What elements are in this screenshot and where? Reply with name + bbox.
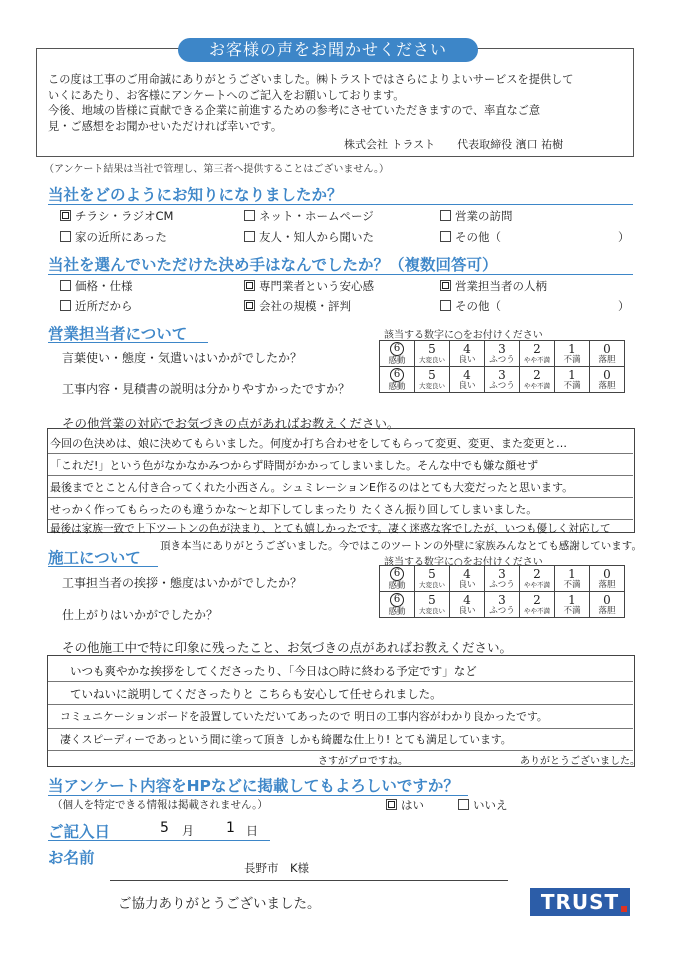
rating-number: 2 (533, 566, 541, 581)
publish-yes[interactable] (386, 797, 424, 813)
comment-rule (48, 704, 633, 705)
comment-rule (48, 453, 633, 454)
rating-row (380, 566, 625, 592)
option-label: 会社の規模・評判 (259, 299, 351, 313)
rating-cell[interactable] (415, 566, 450, 592)
rating-label: 良い (458, 605, 476, 616)
trust-logo: TRUST (530, 888, 630, 916)
rating-label: 落胆 (598, 579, 616, 590)
publish-no-checkbox[interactable] (458, 799, 469, 810)
rating-cell[interactable] (380, 367, 415, 393)
rating-label: ふつう (489, 579, 515, 590)
q1-option-nearby[interactable] (60, 229, 167, 245)
rating-cell[interactable] (555, 341, 590, 367)
rating-label: 大変良い (419, 381, 445, 390)
rating-cell[interactable] (590, 592, 625, 618)
rating-number: 5 (428, 341, 436, 356)
comment-rule (48, 497, 633, 498)
rating-label: 落胆 (598, 605, 616, 616)
rating-cell[interactable] (415, 592, 450, 618)
privacy-notice: （アンケート結果は当社で管理し、第三者へ提供することはございません。） (44, 164, 389, 175)
q1-checkbox[interactable] (244, 210, 255, 221)
rating-number: 3 (498, 592, 506, 607)
rating-number (380, 367, 414, 382)
rating-label: やや不満 (524, 606, 550, 615)
rating-cell[interactable] (555, 566, 590, 592)
q1-checkbox[interactable] (440, 231, 451, 242)
rating-number: 4 (463, 592, 471, 607)
rating-number: 5 (428, 367, 436, 382)
rating-cell[interactable] (380, 566, 415, 592)
rating-number: 2 (533, 367, 541, 382)
rating-cell[interactable] (415, 341, 450, 367)
intro-line: いくにあたり、お客様にアンケートへのご記入をお願いしております。 (48, 88, 405, 102)
q2-checkbox[interactable] (60, 300, 71, 311)
rating-number: 0 (603, 341, 611, 356)
option-label: はい (401, 798, 424, 812)
q2-option-specialist[interactable] (244, 278, 374, 294)
rating-row (380, 341, 625, 367)
sales-comment-line: 頂き本当にありがとうございました。今ではこのツートンの外壁に家族みんなとても感謝しています。 (160, 540, 642, 552)
rating-cell[interactable] (555, 592, 590, 618)
option-label: 営業の訪問 (455, 209, 513, 223)
construction-comment-tail: ありがとうございました。 (520, 756, 640, 767)
closing-message: ご協力ありがとうございました。 (118, 896, 321, 912)
rating-cell[interactable] (380, 592, 415, 618)
publish-no[interactable] (458, 797, 508, 813)
construction-comment-line: ていねいに説明してくださったりと こちらも安心して任せられました。 (70, 687, 442, 701)
intro-line: 今後、地域の皆様に貢献できる企業に前進するための参考にさせていただきますので、率直なご意 (48, 104, 541, 117)
rating-label: 大変良い (419, 580, 445, 589)
rating-label: 感動 (388, 607, 406, 617)
rating-label: 不満 (563, 579, 581, 590)
rating-number: 0 (603, 566, 611, 581)
intro-text (48, 72, 626, 134)
rating-number: 5 (428, 592, 436, 607)
rating-label: 良い (458, 579, 476, 590)
publish-yes-checkbox[interactable] (386, 799, 397, 810)
date-day-value[interactable]: 1 (226, 820, 235, 836)
rating-number: 4 (463, 341, 471, 356)
rating-cell[interactable] (450, 341, 485, 367)
rating-number: 4 (463, 566, 471, 581)
rating-label: やや不満 (524, 580, 550, 589)
q2-option-personality[interactable] (440, 278, 547, 294)
option-label: その他（ (455, 230, 501, 244)
construction-comment-tail: さすがプロですね。 (318, 756, 408, 767)
construction-rating-table (379, 565, 625, 618)
intro-line: この度は工事のご用命誠にありがとうございました。㈱トラストではさらによりよいサービスを提供して (48, 73, 574, 86)
rating-number (380, 592, 414, 607)
q2-option-reputation[interactable] (244, 298, 351, 314)
q2-heading: 当社を選んでいただけた決め手はなんでしたか？（複数回答可） (48, 256, 498, 274)
publish-heading: 当アンケート内容をHPなどに掲載してもよろしいですか？ (48, 777, 459, 795)
rating-cell[interactable] (590, 566, 625, 592)
sales-comment-line: 最後までとことん付き合ってくれた小西さん。シュミレーションE作るのはとても大変だったと思います。 (50, 481, 574, 494)
q1-rule (48, 204, 633, 205)
rating-number: 4 (463, 367, 471, 382)
construction-comment-line: 凄くスピーディーであっという間に塗って頂き しかも綺麗な仕上り! とても満足しています。 (60, 733, 512, 746)
date-day-unit: 日 (246, 824, 259, 838)
rating-label: ふつう (489, 354, 515, 365)
q1-heading: 当社をどのようにお知りになりましたか？ (48, 186, 343, 204)
sales-question-2: 工事内容・見積書の説明は分かりやすかったですか？ (62, 382, 351, 396)
q1-option-visit[interactable] (440, 208, 513, 224)
q1-option-other[interactable] (440, 229, 501, 245)
date-rule (48, 840, 270, 841)
sales-heading: 営業担当者について (48, 325, 188, 343)
rating-note: 該当する数字に○をお付けください (384, 557, 543, 568)
rating-cell[interactable] (450, 592, 485, 618)
rating-number: 5 (428, 566, 436, 581)
date-label: ご記入日 (48, 823, 111, 841)
option-label: ネット・ホームページ (259, 209, 374, 223)
comment-rule (48, 750, 633, 751)
publish-rule (48, 795, 468, 796)
rating-cell[interactable] (520, 566, 555, 592)
construction-comment-heading: その他施工中で特に印象に残ったこと、お気づきの点があればお教えください。 (62, 640, 513, 655)
q1-checkbox[interactable] (244, 231, 255, 242)
q1-option-flyer[interactable] (60, 208, 173, 224)
rating-cell[interactable] (520, 592, 555, 618)
sales-comment-line: 今回の色決めは、娘に決めてもらいました。何度か打ち合わせをしてもらって変更、変更、また変更と… (50, 437, 567, 450)
q2-checkbox[interactable] (60, 280, 71, 291)
date-month-unit: 月 (182, 824, 195, 838)
rating-number: 3 (498, 367, 506, 382)
q2-option-nearby[interactable] (60, 298, 133, 314)
q1-checkbox[interactable] (440, 210, 451, 221)
sales-comment-line: せっかく作ってもらったのも違うかな〜と却下してしまったり たくさん振り回してしまいました。 (50, 503, 538, 516)
rating-label: やや不満 (524, 381, 550, 390)
rating-row (380, 367, 625, 393)
q1-option-web[interactable] (244, 208, 374, 224)
q2-checkbox[interactable] (440, 280, 451, 291)
rating-cell[interactable] (415, 367, 450, 393)
q2-checkbox[interactable] (440, 300, 451, 311)
rating-number: 3 (498, 566, 506, 581)
date-month-value[interactable]: 5 (160, 820, 169, 836)
rating-label: 不満 (563, 605, 581, 616)
rating-cell[interactable] (380, 341, 415, 367)
comment-rule (48, 728, 633, 729)
rating-label: 落胆 (598, 380, 616, 391)
intro-line: 見・ご感想をお聞かせいただければ幸いです。 (48, 119, 283, 133)
rating-number: 1 (568, 592, 576, 607)
sales-comment-heading: その他営業の対応でお気づきの点があればお教えください。 (62, 416, 400, 431)
logo-dot (621, 906, 627, 912)
rating-label: 感動 (388, 356, 406, 366)
q2-checkbox[interactable] (244, 300, 255, 311)
rating-cell[interactable] (590, 367, 625, 393)
sales-rating-table (379, 340, 625, 393)
rating-number: 2 (533, 592, 541, 607)
rating-number: 2 (533, 341, 541, 356)
option-label: その他（ (455, 299, 501, 313)
construction-heading: 施工について (48, 549, 141, 567)
rating-label: 感動 (388, 581, 406, 591)
comment-rule (48, 681, 633, 682)
rating-number: 0 (603, 592, 611, 607)
option-label: 友人・知人から聞いた (259, 230, 374, 244)
q2-checkbox[interactable] (244, 280, 255, 291)
rating-label: 大変良い (419, 606, 445, 615)
rating-label: やや不満 (524, 355, 550, 364)
name-rule (110, 880, 508, 881)
rating-cell[interactable] (450, 367, 485, 393)
rating-row (380, 592, 625, 618)
rating-circle-mark: 6 (390, 342, 404, 356)
rating-cell[interactable] (485, 367, 520, 393)
rating-cell[interactable] (485, 566, 520, 592)
option-label: 近所だから (75, 299, 133, 313)
construction-question-1: 工事担当者の挨拶・態度はいかがでしたか？ (62, 576, 303, 590)
rating-cell[interactable] (555, 367, 590, 393)
q2-close-paren: ） (618, 299, 630, 313)
page-title: お客様の声をお聞かせください (178, 38, 478, 62)
sales-question-1: 言葉使い・態度・気遣いはいかがでしたか？ (62, 351, 303, 365)
sales-comment-line: 「これだ!」という色がなかなかみつからず時間がかかってしまいました。そんな中でも嫌な顔せず (50, 459, 539, 472)
rating-circle-mark: 6 (390, 368, 404, 382)
rating-cell[interactable] (590, 341, 625, 367)
q2-option-other[interactable] (440, 298, 501, 314)
rating-label: 不満 (563, 354, 581, 365)
rating-cell[interactable] (485, 341, 520, 367)
option-label: 営業担当者の人柄 (455, 279, 547, 293)
q1-checkbox[interactable] (60, 210, 71, 221)
option-label: 価格・仕様 (75, 279, 133, 293)
option-label: いいえ (473, 798, 508, 812)
option-label: チラシ・ラジオCM (75, 209, 174, 223)
q1-option-friend[interactable] (244, 229, 374, 245)
rating-cell[interactable] (450, 566, 485, 592)
rating-number: 3 (498, 341, 506, 356)
rating-label: 良い (458, 380, 476, 391)
rating-label: 大変良い (419, 355, 445, 364)
rating-number: 1 (568, 367, 576, 382)
construction-rule (48, 566, 158, 567)
sales-rule (48, 342, 208, 343)
rating-label: ふつう (489, 605, 515, 616)
rating-number: 1 (568, 341, 576, 356)
rating-circle-mark: 6 (390, 593, 404, 607)
name-label: お名前 (48, 849, 95, 867)
rating-number: 1 (568, 566, 576, 581)
rating-cell[interactable] (485, 592, 520, 618)
rating-number (380, 341, 414, 356)
rating-cell[interactable] (520, 341, 555, 367)
rating-note: 該当する数字に○をお付けください (384, 330, 543, 341)
publish-note: （個人を特定できる情報は掲載されません。） (52, 799, 268, 811)
comment-rule (48, 475, 633, 476)
company-signature: 株式会社 トラスト 代表取締役 濱口 祐樹 (344, 138, 564, 151)
q2-rule (48, 274, 633, 275)
rating-cell[interactable] (520, 367, 555, 393)
rating-label: ふつう (489, 380, 515, 391)
q1-close-paren: ） (618, 230, 630, 244)
construction-comment-line: コミュニケーションボードを設置していただいてあったので 明日の工事内容がわかり良かったです。 (60, 710, 548, 723)
rating-number: 0 (603, 367, 611, 382)
q1-checkbox[interactable] (60, 231, 71, 242)
rating-label: 感動 (388, 382, 406, 392)
rating-label: 不満 (563, 380, 581, 391)
rating-number (380, 566, 414, 581)
comment-rule (48, 519, 633, 520)
name-value[interactable]: 長野市 K様 (244, 861, 310, 875)
construction-comment-line: いつも爽やかな挨拶をしてくださったり、「今日は○時に終わる予定です」など (70, 664, 477, 678)
option-label: 家の近所にあった (75, 230, 167, 244)
option-label: 専門業者という安心感 (259, 279, 374, 293)
rating-label: 落胆 (598, 354, 616, 365)
rating-label: 良い (458, 354, 476, 365)
rating-circle-mark: 6 (390, 567, 404, 581)
q2-option-price[interactable] (60, 278, 133, 294)
sales-comment-line: 最後は家族一致で上下ツートンの色が決まり、とても嬉しかったです。凄く迷惑な客でしたが、いつも優しく対応して (50, 523, 611, 535)
construction-question-2: 仕上がりはいかがでしたか？ (62, 608, 219, 622)
